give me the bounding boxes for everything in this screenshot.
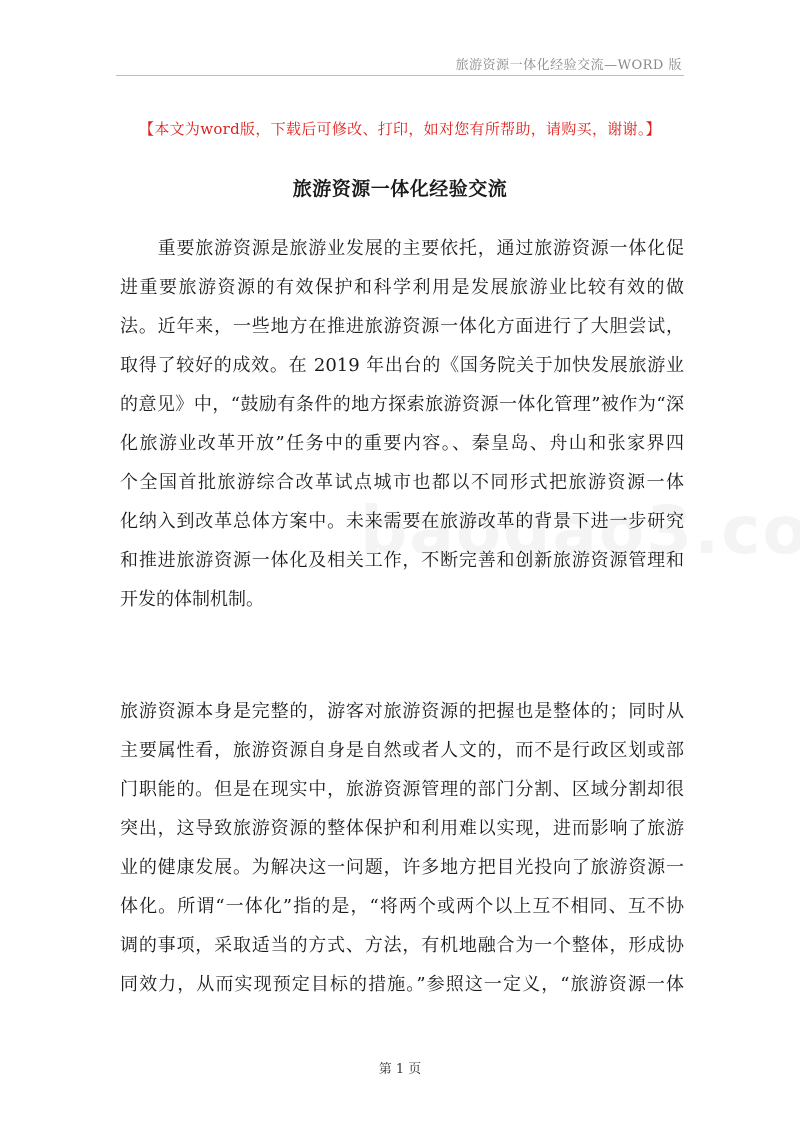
header-divider xyxy=(116,75,684,76)
paragraph-line: 旅游资源本身是完整的，游客对旅游资源的把握也是整体的；同时从 xyxy=(120,701,684,722)
paragraph-line: 进重要旅游资源的有效保护和科学利用是发展旅游业比较有效的做 xyxy=(120,277,684,298)
paragraph-line: 法。近年来，一些地方在推进旅游资源一体化方面进行了大胆尝试， xyxy=(120,316,684,337)
document-title: 旅游资源一体化经验交流 xyxy=(292,178,508,200)
paragraph-line: 化纳入到改革总体方案中。未来需要在旅游改革的背景下进一步研究 xyxy=(120,511,684,532)
paragraph-line: 化旅游业改革开放”任务中的重要内容。、秦皇岛、舟山和张家界四 xyxy=(120,433,684,454)
paragraph-line: 个全国首批旅游综合改革试点城市也都以不同形式把旅游资源一体 xyxy=(120,472,684,493)
download-notice: 【本文为word版，下载后可修改、打印，如对您有所帮助，请购买，谢谢。】 xyxy=(139,120,661,138)
page-number: 第 1 页 xyxy=(378,1062,422,1077)
paragraph-line: 开发的体制机制。 xyxy=(120,589,264,610)
paragraph-line: 取得了较好的成效。在 2019 年出台的《国务院关于加快发展旅游业 xyxy=(120,355,684,376)
paragraph-line: 主要属性看，旅游资源自身是自然或者人文的，而不是行政区划或部 xyxy=(120,740,684,761)
page-header: 旅游资源一体化经验交流—WORD 版 xyxy=(455,58,682,73)
paragraph-line: 的意见》中，“鼓励有条件的地方探索旅游资源一体化管理”被作为“深 xyxy=(120,394,684,415)
paragraph-line: 门职能的。但是在现实中，旅游资源管理的部门分割、区域分割却很 xyxy=(120,779,684,800)
paragraph-line: 业的健康发展。为解决这一问题，许多地方把目光投向了旅游资源一 xyxy=(120,857,684,878)
paragraph-line: 调的事项，采取适当的方式、方法，有机地融合为一个整体，形成协 xyxy=(120,935,684,956)
paragraph-line: 和推进旅游资源一体化及相关工作，不断完善和创新旅游资源管理和 xyxy=(120,550,684,571)
paragraph-line: 重要旅游资源是旅游业发展的主要依托，通过旅游资源一体化促 xyxy=(120,238,684,259)
paragraph-1 xyxy=(120,229,684,619)
paragraph-2 xyxy=(120,692,684,1004)
paragraph-line: 突出，这导致旅游资源的整体保护和利用难以实现，进而影响了旅游 xyxy=(120,818,684,839)
paragraph-line: 同效力，从而实现预定目标的措施。”参照这一定义，“旅游资源一体 xyxy=(120,974,684,995)
paragraph-line: 体化。所谓“一体化”指的是，“将两个或两个以上互不相同、互不协 xyxy=(120,896,684,917)
